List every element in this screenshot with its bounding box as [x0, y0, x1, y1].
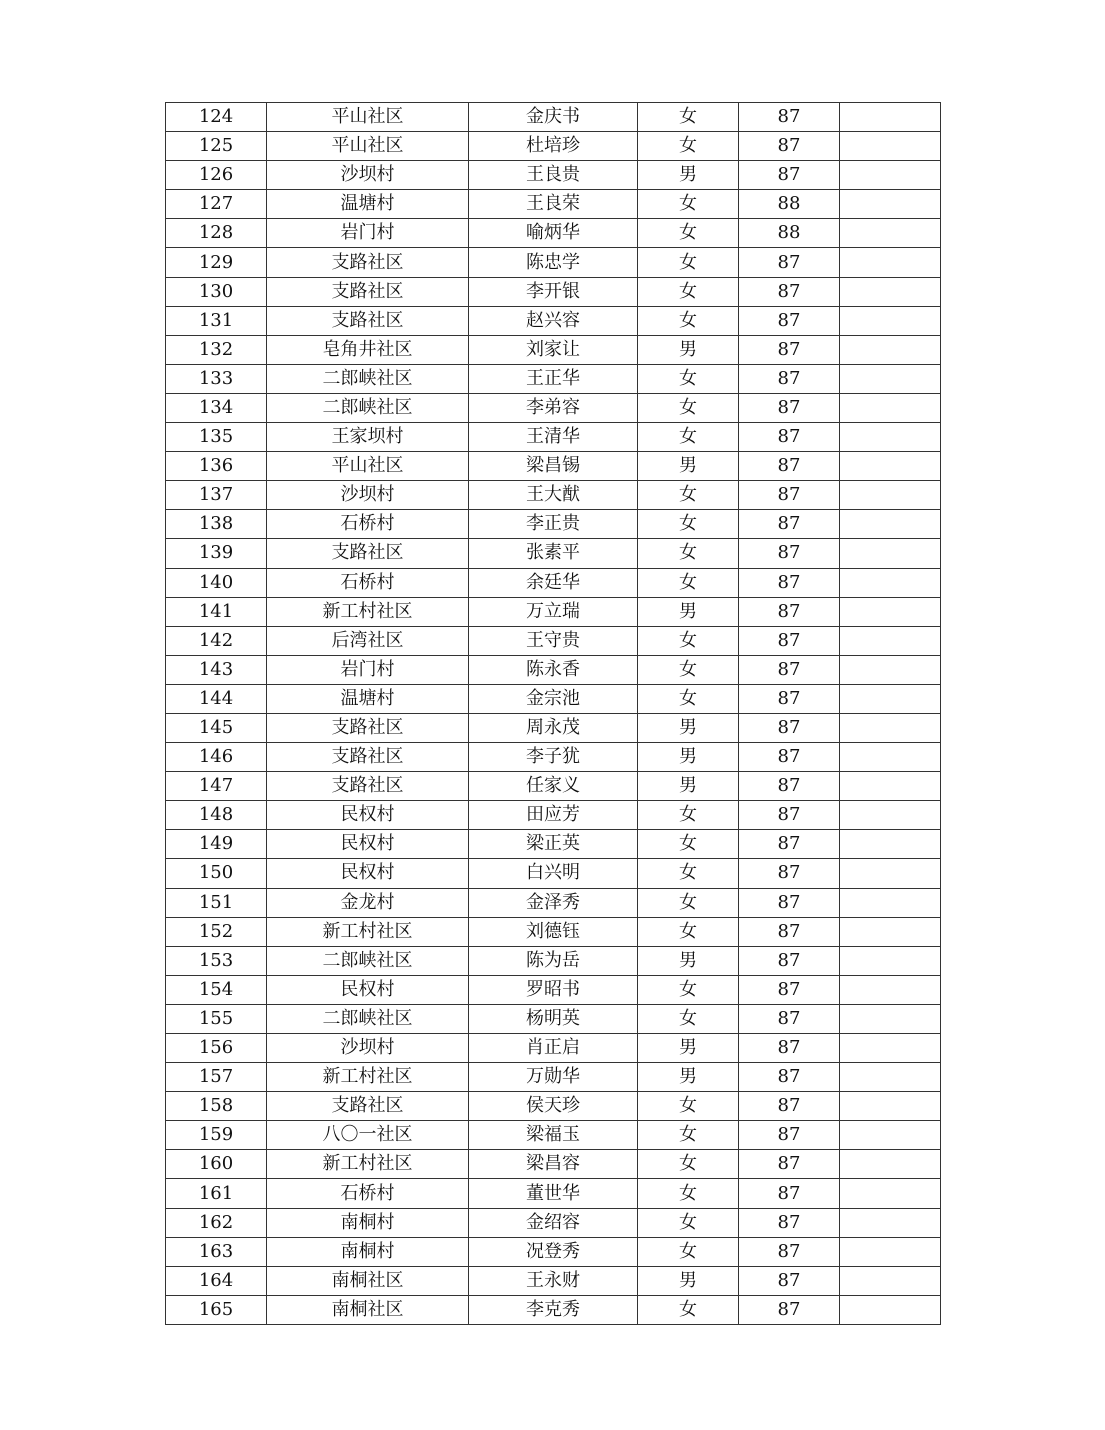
roster-table: [165, 102, 941, 1325]
table-row: [166, 743, 941, 772]
person-name-cell: 杜培珍: [469, 132, 638, 161]
person-name-cell: 杨明英: [469, 1004, 638, 1033]
remark-cell: [840, 1034, 941, 1063]
table-row: [166, 626, 941, 655]
gender-cell: 男: [638, 597, 739, 626]
gender-cell: 女: [638, 132, 739, 161]
age-cell: 87: [739, 830, 840, 859]
person-name-cell: 金泽秀: [469, 888, 638, 917]
community-cell: 平山社区: [267, 132, 469, 161]
community-cell: 民权村: [267, 801, 469, 830]
row-number-cell: 130: [166, 277, 267, 306]
remark-cell: [840, 917, 941, 946]
gender-cell: 男: [638, 1063, 739, 1092]
community-cell: 支路社区: [267, 1092, 469, 1121]
person-name-cell: 王永财: [469, 1266, 638, 1295]
table-row: [166, 510, 941, 539]
community-cell: 沙坝村: [267, 161, 469, 190]
age-cell: 87: [739, 306, 840, 335]
age-cell: 87: [739, 568, 840, 597]
community-cell: 石桥村: [267, 1179, 469, 1208]
person-name-cell: 董世华: [469, 1179, 638, 1208]
row-number-cell: 156: [166, 1034, 267, 1063]
row-number-cell: 162: [166, 1208, 267, 1237]
community-cell: 石桥村: [267, 568, 469, 597]
row-number-cell: 139: [166, 539, 267, 568]
community-cell: 新工村社区: [267, 917, 469, 946]
row-number-cell: 125: [166, 132, 267, 161]
table-row: [166, 1063, 941, 1092]
community-cell: 沙坝村: [267, 481, 469, 510]
gender-cell: 女: [638, 684, 739, 713]
table-row: [166, 1150, 941, 1179]
table-row: [166, 888, 941, 917]
community-cell: 岩门村: [267, 219, 469, 248]
community-cell: 支路社区: [267, 743, 469, 772]
remark-cell: [840, 481, 941, 510]
roster-table-body: [166, 103, 941, 1325]
row-number-cell: 148: [166, 801, 267, 830]
table-row: [166, 219, 941, 248]
gender-cell: 男: [638, 772, 739, 801]
age-cell: 87: [739, 1179, 840, 1208]
remark-cell: [840, 423, 941, 452]
person-name-cell: 李正贵: [469, 510, 638, 539]
person-name-cell: 刘德钰: [469, 917, 638, 946]
person-name-cell: 金庆书: [469, 103, 638, 132]
community-cell: 温塘村: [267, 190, 469, 219]
row-number-cell: 160: [166, 1150, 267, 1179]
person-name-cell: 陈忠学: [469, 248, 638, 277]
community-cell: 二郎峡社区: [267, 1004, 469, 1033]
gender-cell: 女: [638, 277, 739, 306]
table-row: [166, 161, 941, 190]
age-cell: 87: [739, 713, 840, 742]
table-row: [166, 132, 941, 161]
remark-cell: [840, 568, 941, 597]
gender-cell: 女: [638, 219, 739, 248]
table-row: [166, 917, 941, 946]
gender-cell: 男: [638, 161, 739, 190]
community-cell: 二郎峡社区: [267, 946, 469, 975]
community-cell: 后湾社区: [267, 626, 469, 655]
row-number-cell: 144: [166, 684, 267, 713]
person-name-cell: 况登秀: [469, 1237, 638, 1266]
person-name-cell: 李开银: [469, 277, 638, 306]
remark-cell: [840, 1092, 941, 1121]
community-cell: 皂角井社区: [267, 335, 469, 364]
person-name-cell: 金绍容: [469, 1208, 638, 1237]
row-number-cell: 158: [166, 1092, 267, 1121]
row-number-cell: 164: [166, 1266, 267, 1295]
gender-cell: 女: [638, 626, 739, 655]
community-cell: 八〇一社区: [267, 1121, 469, 1150]
row-number-cell: 161: [166, 1179, 267, 1208]
remark-cell: [840, 1004, 941, 1033]
age-cell: 87: [739, 1004, 840, 1033]
person-name-cell: 白兴明: [469, 859, 638, 888]
person-name-cell: 侯天珍: [469, 1092, 638, 1121]
community-cell: 平山社区: [267, 452, 469, 481]
row-number-cell: 126: [166, 161, 267, 190]
row-number-cell: 163: [166, 1237, 267, 1266]
community-cell: 支路社区: [267, 306, 469, 335]
table-row: [166, 1121, 941, 1150]
row-number-cell: 127: [166, 190, 267, 219]
community-cell: 二郎峡社区: [267, 364, 469, 393]
remark-cell: [840, 1295, 941, 1324]
row-number-cell: 143: [166, 655, 267, 684]
age-cell: 87: [739, 481, 840, 510]
gender-cell: 女: [638, 306, 739, 335]
table-row: [166, 946, 941, 975]
remark-cell: [840, 510, 941, 539]
table-row: [166, 830, 941, 859]
remark-cell: [840, 1266, 941, 1295]
row-number-cell: 155: [166, 1004, 267, 1033]
table-row: [166, 859, 941, 888]
remark-cell: [840, 859, 941, 888]
remark-cell: [840, 772, 941, 801]
community-cell: 石桥村: [267, 510, 469, 539]
table-row: [166, 597, 941, 626]
remark-cell: [840, 597, 941, 626]
age-cell: 87: [739, 1063, 840, 1092]
table-row: [166, 1266, 941, 1295]
table-row: [166, 1295, 941, 1324]
gender-cell: 女: [638, 364, 739, 393]
row-number-cell: 165: [166, 1295, 267, 1324]
gender-cell: 女: [638, 1179, 739, 1208]
community-cell: 新工村社区: [267, 597, 469, 626]
community-cell: 新工村社区: [267, 1150, 469, 1179]
age-cell: 87: [739, 946, 840, 975]
person-name-cell: 王守贵: [469, 626, 638, 655]
table-row: [166, 393, 941, 422]
age-cell: 88: [739, 219, 840, 248]
table-row: [166, 248, 941, 277]
remark-cell: [840, 684, 941, 713]
person-name-cell: 刘家让: [469, 335, 638, 364]
community-cell: 支路社区: [267, 772, 469, 801]
community-cell: 民权村: [267, 975, 469, 1004]
community-cell: 沙坝村: [267, 1034, 469, 1063]
gender-cell: 女: [638, 1237, 739, 1266]
community-cell: 温塘村: [267, 684, 469, 713]
person-name-cell: 任家义: [469, 772, 638, 801]
person-name-cell: 万勋华: [469, 1063, 638, 1092]
gender-cell: 女: [638, 248, 739, 277]
age-cell: 87: [739, 626, 840, 655]
remark-cell: [840, 364, 941, 393]
table-row: [166, 975, 941, 1004]
community-cell: 王家坝村: [267, 423, 469, 452]
row-number-cell: 136: [166, 452, 267, 481]
community-cell: 南桐社区: [267, 1295, 469, 1324]
remark-cell: [840, 1150, 941, 1179]
community-cell: 二郎峡社区: [267, 393, 469, 422]
row-number-cell: 152: [166, 917, 267, 946]
age-cell: 87: [739, 248, 840, 277]
table-row: [166, 1034, 941, 1063]
person-name-cell: 金宗池: [469, 684, 638, 713]
age-cell: 87: [739, 772, 840, 801]
age-cell: 87: [739, 393, 840, 422]
age-cell: 87: [739, 539, 840, 568]
gender-cell: 女: [638, 1092, 739, 1121]
remark-cell: [840, 190, 941, 219]
age-cell: 87: [739, 335, 840, 364]
remark-cell: [840, 626, 941, 655]
remark-cell: [840, 248, 941, 277]
person-name-cell: 梁福玉: [469, 1121, 638, 1150]
table-row: [166, 713, 941, 742]
remark-cell: [840, 1063, 941, 1092]
table-row: [166, 481, 941, 510]
age-cell: 87: [739, 1295, 840, 1324]
age-cell: 87: [739, 277, 840, 306]
row-number-cell: 138: [166, 510, 267, 539]
gender-cell: 女: [638, 423, 739, 452]
table-row: [166, 335, 941, 364]
remark-cell: [840, 1121, 941, 1150]
table-row: [166, 103, 941, 132]
gender-cell: 女: [638, 1121, 739, 1150]
community-cell: 南桐村: [267, 1208, 469, 1237]
gender-cell: 女: [638, 190, 739, 219]
row-number-cell: 159: [166, 1121, 267, 1150]
remark-cell: [840, 219, 941, 248]
age-cell: 87: [739, 364, 840, 393]
remark-cell: [840, 132, 941, 161]
gender-cell: 女: [638, 1150, 739, 1179]
community-cell: 支路社区: [267, 539, 469, 568]
gender-cell: 女: [638, 510, 739, 539]
community-cell: 南桐村: [267, 1237, 469, 1266]
row-number-cell: 142: [166, 626, 267, 655]
age-cell: 87: [739, 1034, 840, 1063]
remark-cell: [840, 306, 941, 335]
gender-cell: 男: [638, 713, 739, 742]
gender-cell: 男: [638, 1266, 739, 1295]
person-name-cell: 李克秀: [469, 1295, 638, 1324]
age-cell: 87: [739, 161, 840, 190]
gender-cell: 女: [638, 1004, 739, 1033]
table-row: [166, 772, 941, 801]
table-row: [166, 1092, 941, 1121]
table-row: [166, 539, 941, 568]
gender-cell: 女: [638, 103, 739, 132]
gender-cell: 男: [638, 743, 739, 772]
age-cell: 87: [739, 1208, 840, 1237]
person-name-cell: 梁正英: [469, 830, 638, 859]
table-row: [166, 306, 941, 335]
gender-cell: 女: [638, 917, 739, 946]
person-name-cell: 李弟容: [469, 393, 638, 422]
age-cell: 87: [739, 597, 840, 626]
remark-cell: [840, 452, 941, 481]
remark-cell: [840, 1179, 941, 1208]
person-name-cell: 田应芳: [469, 801, 638, 830]
gender-cell: 女: [638, 655, 739, 684]
row-number-cell: 146: [166, 743, 267, 772]
row-number-cell: 124: [166, 103, 267, 132]
person-name-cell: 王良荣: [469, 190, 638, 219]
age-cell: 87: [739, 452, 840, 481]
gender-cell: 女: [638, 1295, 739, 1324]
row-number-cell: 149: [166, 830, 267, 859]
community-cell: 支路社区: [267, 248, 469, 277]
remark-cell: [840, 655, 941, 684]
table-row: [166, 801, 941, 830]
table-row: [166, 452, 941, 481]
table-row: [166, 364, 941, 393]
gender-cell: 女: [638, 393, 739, 422]
gender-cell: 女: [638, 859, 739, 888]
remark-cell: [840, 161, 941, 190]
table-row: [166, 655, 941, 684]
age-cell: 87: [739, 1266, 840, 1295]
row-number-cell: 141: [166, 597, 267, 626]
row-number-cell: 153: [166, 946, 267, 975]
age-cell: 87: [739, 888, 840, 917]
row-number-cell: 150: [166, 859, 267, 888]
gender-cell: 女: [638, 975, 739, 1004]
table-row: [166, 190, 941, 219]
person-name-cell: 周永茂: [469, 713, 638, 742]
table-row: [166, 423, 941, 452]
remark-cell: [840, 743, 941, 772]
table-row: [166, 1237, 941, 1266]
community-cell: 新工村社区: [267, 1063, 469, 1092]
age-cell: 87: [739, 423, 840, 452]
person-name-cell: 肖正启: [469, 1034, 638, 1063]
age-cell: 87: [739, 132, 840, 161]
person-name-cell: 王正华: [469, 364, 638, 393]
community-cell: 岩门村: [267, 655, 469, 684]
person-name-cell: 李子犹: [469, 743, 638, 772]
gender-cell: 女: [638, 801, 739, 830]
community-cell: 支路社区: [267, 713, 469, 742]
remark-cell: [840, 335, 941, 364]
row-number-cell: 129: [166, 248, 267, 277]
remark-cell: [840, 1208, 941, 1237]
row-number-cell: 128: [166, 219, 267, 248]
table-row: [166, 1004, 941, 1033]
age-cell: 87: [739, 1121, 840, 1150]
row-number-cell: 134: [166, 393, 267, 422]
remark-cell: [840, 1237, 941, 1266]
row-number-cell: 140: [166, 568, 267, 597]
person-name-cell: 张素平: [469, 539, 638, 568]
row-number-cell: 157: [166, 1063, 267, 1092]
community-cell: 民权村: [267, 859, 469, 888]
community-cell: 南桐社区: [267, 1266, 469, 1295]
row-number-cell: 133: [166, 364, 267, 393]
remark-cell: [840, 975, 941, 1004]
gender-cell: 男: [638, 1034, 739, 1063]
row-number-cell: 154: [166, 975, 267, 1004]
row-number-cell: 147: [166, 772, 267, 801]
table-row: [166, 277, 941, 306]
remark-cell: [840, 713, 941, 742]
remark-cell: [840, 539, 941, 568]
person-name-cell: 梁昌锡: [469, 452, 638, 481]
remark-cell: [840, 888, 941, 917]
row-number-cell: 131: [166, 306, 267, 335]
person-name-cell: 王清华: [469, 423, 638, 452]
age-cell: 87: [739, 743, 840, 772]
gender-cell: 男: [638, 946, 739, 975]
community-cell: 民权村: [267, 830, 469, 859]
table-row: [166, 1179, 941, 1208]
age-cell: 87: [739, 801, 840, 830]
person-name-cell: 陈永香: [469, 655, 638, 684]
age-cell: 87: [739, 1150, 840, 1179]
row-number-cell: 137: [166, 481, 267, 510]
community-cell: 支路社区: [267, 277, 469, 306]
gender-cell: 男: [638, 335, 739, 364]
age-cell: 88: [739, 190, 840, 219]
person-name-cell: 梁昌容: [469, 1150, 638, 1179]
age-cell: 87: [739, 510, 840, 539]
age-cell: 87: [739, 975, 840, 1004]
age-cell: 87: [739, 655, 840, 684]
table-row: [166, 684, 941, 713]
remark-cell: [840, 393, 941, 422]
community-cell: 平山社区: [267, 103, 469, 132]
person-name-cell: 喻炳华: [469, 219, 638, 248]
age-cell: 87: [739, 103, 840, 132]
row-number-cell: 135: [166, 423, 267, 452]
community-cell: 金龙村: [267, 888, 469, 917]
gender-cell: 男: [638, 452, 739, 481]
gender-cell: 女: [638, 830, 739, 859]
remark-cell: [840, 946, 941, 975]
age-cell: 87: [739, 1237, 840, 1266]
person-name-cell: 赵兴容: [469, 306, 638, 335]
gender-cell: 女: [638, 888, 739, 917]
gender-cell: 女: [638, 1208, 739, 1237]
person-name-cell: 罗昭书: [469, 975, 638, 1004]
age-cell: 87: [739, 917, 840, 946]
remark-cell: [840, 277, 941, 306]
remark-cell: [840, 801, 941, 830]
gender-cell: 女: [638, 481, 739, 510]
row-number-cell: 151: [166, 888, 267, 917]
person-name-cell: 万立瑞: [469, 597, 638, 626]
row-number-cell: 145: [166, 713, 267, 742]
table-row: [166, 568, 941, 597]
person-name-cell: 王良贵: [469, 161, 638, 190]
age-cell: 87: [739, 684, 840, 713]
age-cell: 87: [739, 859, 840, 888]
remark-cell: [840, 830, 941, 859]
age-cell: 87: [739, 1092, 840, 1121]
row-number-cell: 132: [166, 335, 267, 364]
person-name-cell: 王大猷: [469, 481, 638, 510]
person-name-cell: 陈为岳: [469, 946, 638, 975]
table-row: [166, 1208, 941, 1237]
remark-cell: [840, 103, 941, 132]
gender-cell: 女: [638, 539, 739, 568]
gender-cell: 女: [638, 568, 739, 597]
person-name-cell: 余廷华: [469, 568, 638, 597]
